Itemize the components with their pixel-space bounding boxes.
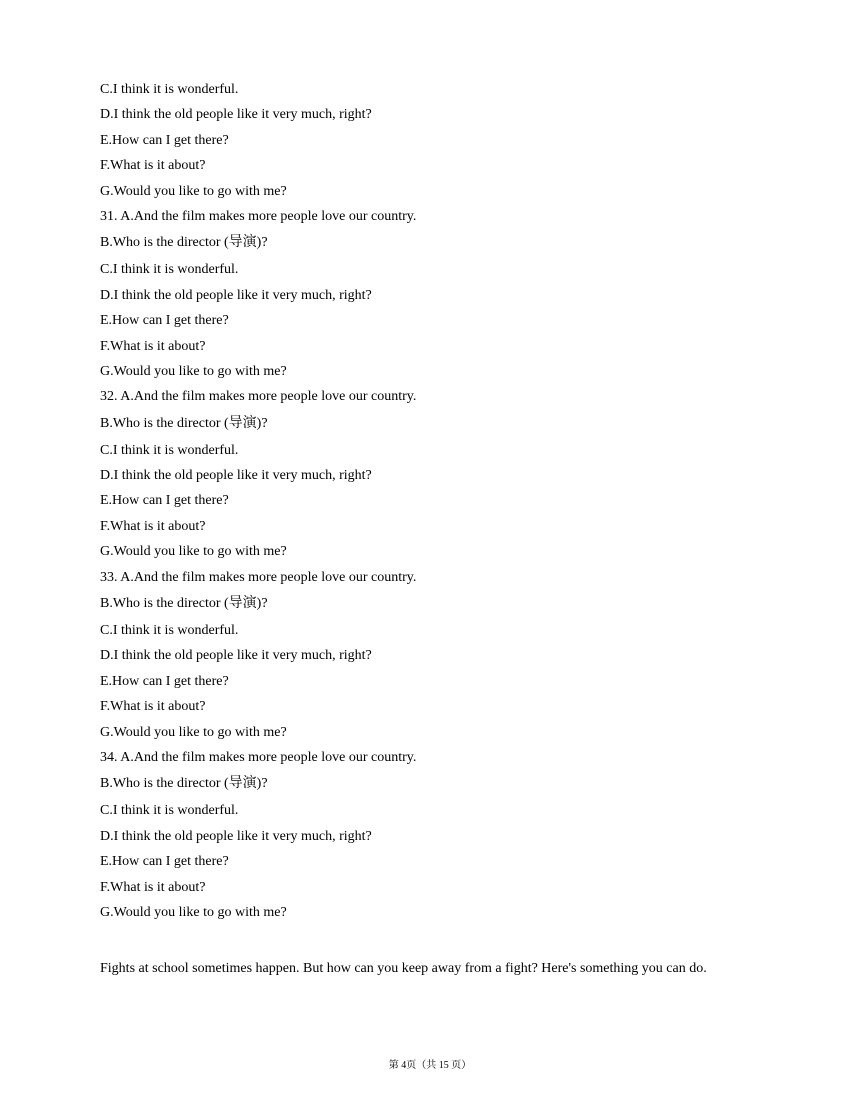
option-line: G.Would you like to go with me? — [100, 904, 287, 920]
option-line: G.Would you like to go with me? — [100, 363, 287, 379]
reading-passage-intro: Fights at school sometimes happen. But how can you keep away from a fight? Here's something you can do. — [100, 961, 707, 976]
option-line: E.How can I get there? — [100, 313, 229, 329]
option-line: G.Would you like to go with me? — [100, 183, 287, 199]
option-line: B.Who is the director (导演)? — [100, 235, 268, 251]
answer-options — [100, 77, 780, 925]
option-line: D.I think the old people like it very much, right? — [100, 648, 372, 664]
option-line: C.I think it is wonderful. — [100, 262, 239, 278]
option-line: D.I think the old people like it very much, right? — [100, 287, 372, 303]
question-line: 32. A.And the film makes more people love our country. — [100, 389, 417, 405]
option-line: C.I think it is wonderful. — [100, 442, 239, 458]
option-line: E.How can I get there? — [100, 854, 229, 870]
option-line: B.Who is the director (导演)? — [100, 596, 268, 612]
option-line: F.What is it about? — [100, 338, 206, 354]
option-line: F.What is it about? — [100, 699, 206, 715]
option-line: F.What is it about? — [100, 158, 206, 174]
option-line: D.I think the old people like it very much, right? — [100, 828, 372, 844]
question-line: 31. A.And the film makes more people love our country. — [100, 208, 417, 224]
option-line: C.I think it is wonderful. — [100, 623, 239, 639]
option-line: C.I think it is wonderful. — [100, 82, 239, 97]
option-line: C.I think it is wonderful. — [100, 803, 239, 819]
option-line: E.How can I get there? — [100, 673, 229, 689]
option-line: E.How can I get there? — [100, 493, 229, 509]
option-line: F.What is it about? — [100, 518, 206, 534]
page-number-footer: 第 4页（共 15 页） — [388, 1060, 472, 1071]
question-line: 33. A.And the film makes more people love our country. — [100, 569, 417, 585]
question-line: 34. A.And the film makes more people love our country. — [100, 749, 417, 765]
option-line: D.I think the old people like it very much, right? — [100, 107, 372, 123]
option-line: F.What is it about? — [100, 879, 206, 895]
option-line: G.Would you like to go with me? — [100, 724, 287, 740]
option-line: E.How can I get there? — [100, 132, 229, 148]
option-line: D.I think the old people like it very much, right? — [100, 468, 372, 484]
option-line: G.Would you like to go with me? — [100, 544, 287, 560]
option-line: B.Who is the director (导演)? — [100, 415, 268, 431]
option-line: B.Who is the director (导演)? — [100, 776, 268, 792]
